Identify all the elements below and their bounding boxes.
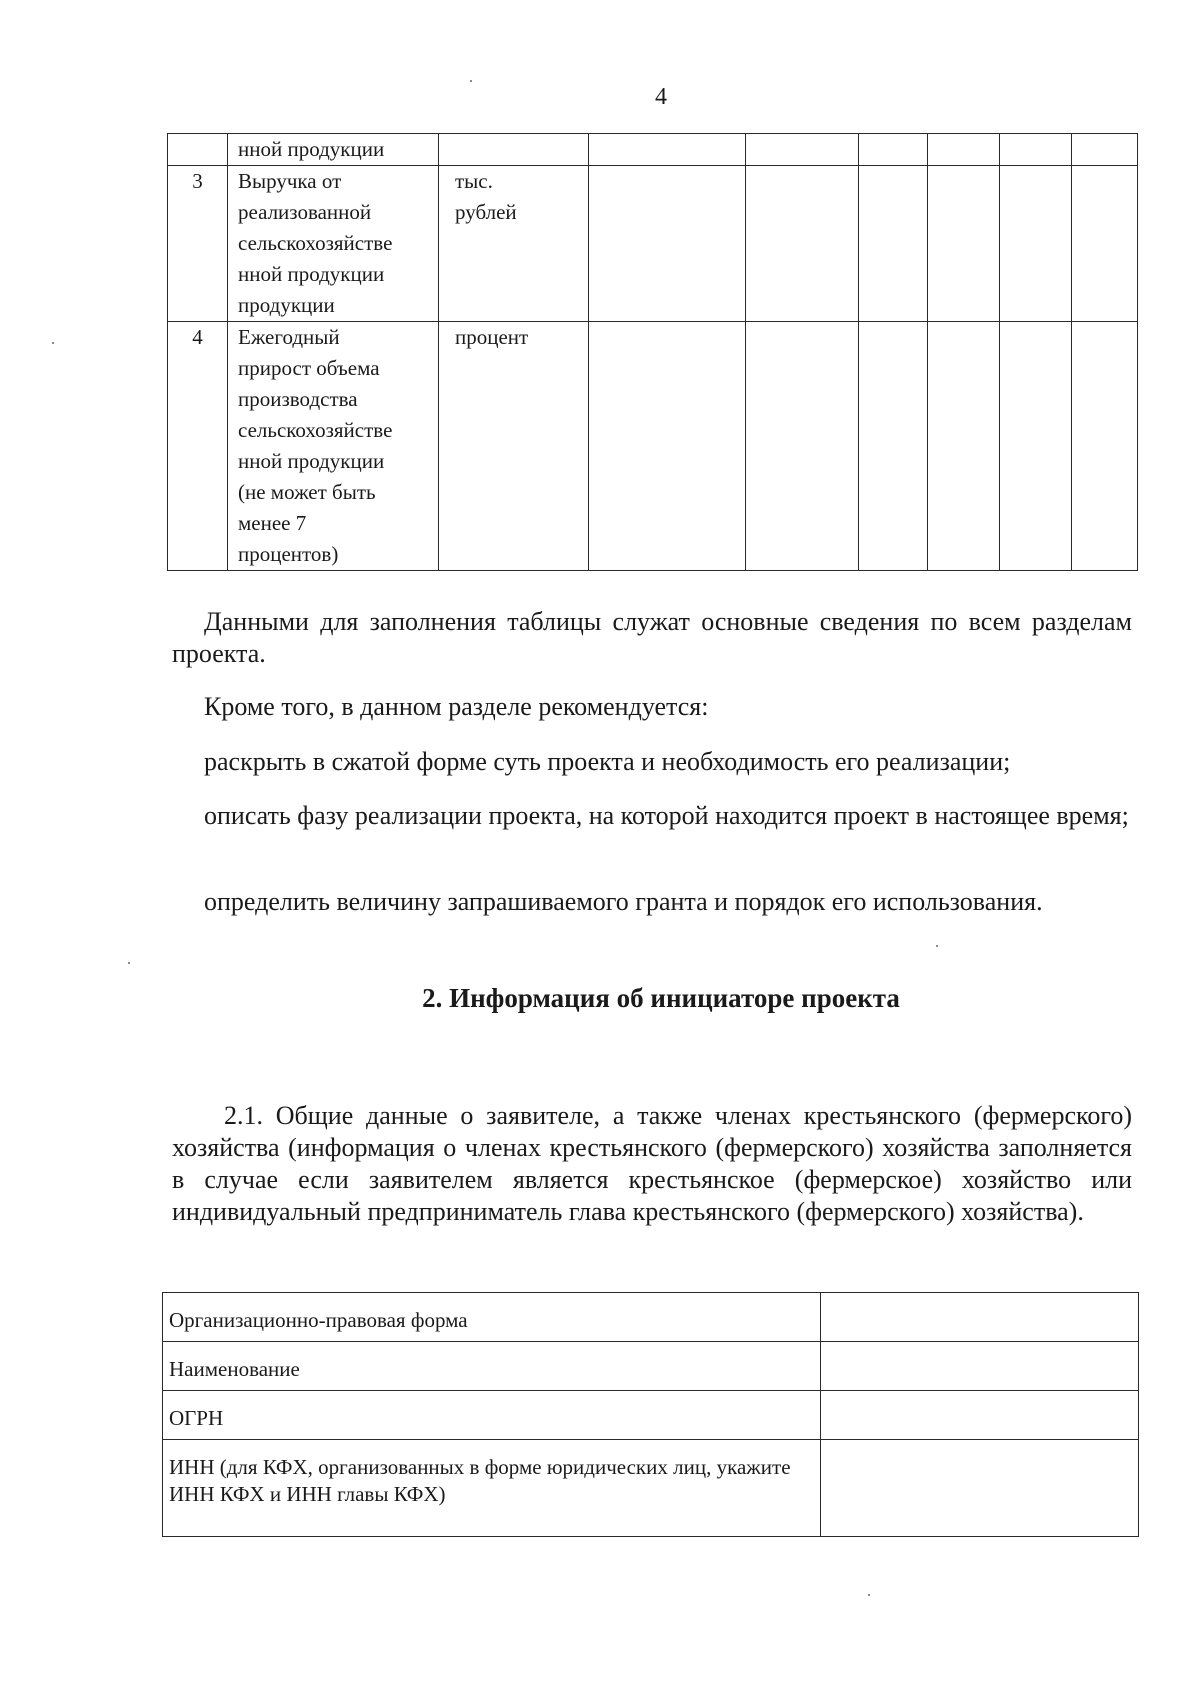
empty-cell <box>928 322 1000 571</box>
table-row <box>163 1342 1139 1391</box>
table-row <box>163 1440 1139 1537</box>
section-heading: 2. Информация об инициаторе проекта <box>422 983 900 1013</box>
paragraph-table-source: Данными для заполнения таблицы служат основные сведения по всем разделам проекта. <box>172 607 1132 668</box>
field-value-cell <box>821 1440 1139 1537</box>
indicator-line: нной продукции <box>238 262 385 286</box>
scan-speck <box>936 945 938 947</box>
row-number-cell: 3 <box>168 166 228 322</box>
empty-cell <box>1000 322 1072 571</box>
indicator-cell <box>228 322 439 571</box>
paragraph-recommendation-2: описать фазу реализации проекта, на которой находится проект в настоящее время; <box>204 801 1129 830</box>
unit-line: процент <box>455 325 529 349</box>
empty-cell <box>859 134 928 166</box>
unit-cell <box>439 322 589 571</box>
unit-line: рублей <box>455 200 517 224</box>
indicator-cell: нной продукции <box>228 134 439 166</box>
empty-cell <box>859 166 928 322</box>
field-label: Организационно-правовая форма <box>163 1293 821 1342</box>
empty-cell <box>589 134 746 166</box>
empty-cell <box>439 134 589 166</box>
indicator-line: реализованной <box>238 200 372 224</box>
empty-cell <box>1072 134 1138 166</box>
empty-cell <box>746 134 859 166</box>
indicator-line: Выручка от <box>238 169 342 193</box>
table-row <box>163 1391 1139 1440</box>
scan-speck <box>128 962 130 964</box>
indicator-line: Ежегодный <box>238 325 340 349</box>
scan-speck <box>52 342 54 344</box>
empty-cell <box>589 166 746 322</box>
indicator-line: сельскохозяйстве <box>238 231 393 255</box>
table-row <box>168 322 1138 571</box>
indicator-line: прирост объема <box>238 356 380 380</box>
indicator-line: продукции <box>238 293 335 317</box>
indicator-cell <box>228 166 439 322</box>
empty-cell <box>1072 166 1138 322</box>
table-row <box>168 134 1138 166</box>
table-row <box>163 1293 1139 1342</box>
field-value-cell <box>821 1293 1139 1342</box>
section-intro-paragraph: 2.1. Общие данные о заявителе, а также членах крестьянского (фермерского) хозяйства (информация о членах крестьянского (фермерского) хозяйства заполняется в случае если заявителем является крестьянское (фермерское) хозяйство или индивидуальный предприниматель глава крестьянского (фермерского) хозяйства). <box>172 1101 1132 1226</box>
indicator-line: (не может быть <box>238 480 376 504</box>
empty-cell <box>746 322 859 571</box>
unit-cell <box>439 166 589 322</box>
paragraph-recommendation-3: определить величину запрашиваемого гранта и порядок его использования. <box>204 887 1043 916</box>
field-value-cell <box>821 1391 1139 1440</box>
scan-speck <box>868 1594 870 1596</box>
empty-cell <box>859 322 928 571</box>
indicator-line: сельскохозяйстве <box>238 418 393 442</box>
empty-cell <box>1000 134 1072 166</box>
field-label: ИНН (для КФХ, организованных в форме юридических лиц, укажите ИНН КФХ и ИНН главы КФХ) <box>163 1440 821 1537</box>
page-number: 4 <box>655 84 667 110</box>
empty-cell <box>589 322 746 571</box>
table-row <box>168 166 1138 322</box>
field-label: ОГРН <box>163 1391 821 1440</box>
paragraph-recommendations: Кроме того, в данном разделе рекомендуется: <box>204 692 709 721</box>
indicator-line: производства <box>238 387 358 411</box>
field-label: Наименование <box>163 1342 821 1391</box>
indicator-line: процентов) <box>238 542 339 566</box>
scan-speck <box>470 80 472 82</box>
empty-cell <box>746 166 859 322</box>
field-value-cell <box>821 1342 1139 1391</box>
indicator-line: нной продукции <box>238 449 385 473</box>
empty-cell <box>1000 166 1072 322</box>
applicant-info-table <box>162 1292 1139 1537</box>
paragraph-recommendation-1: раскрыть в сжатой форме суть проекта и необходимость его реализации; <box>204 747 1011 776</box>
indicators-table <box>167 133 1138 571</box>
empty-cell <box>928 166 1000 322</box>
empty-cell <box>928 134 1000 166</box>
indicator-line: менее 7 <box>238 511 307 535</box>
row-number-cell: 4 <box>168 322 228 571</box>
empty-cell <box>1072 322 1138 571</box>
row-number-cell <box>168 134 228 166</box>
unit-line: тыс. <box>455 169 493 193</box>
